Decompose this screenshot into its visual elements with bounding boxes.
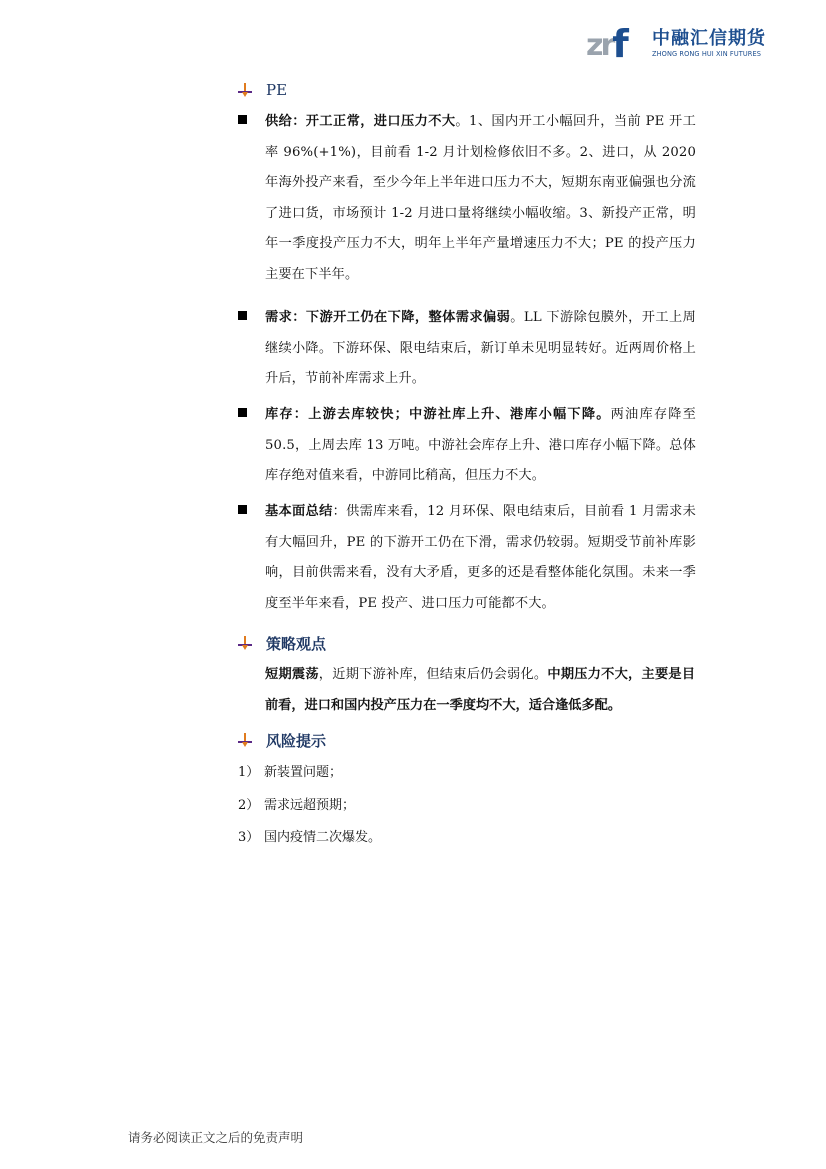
- footer-disclaimer: 请务必阅读正文之后的免责声明: [128, 1130, 304, 1145]
- risk-item: 1） 新装置问题；: [238, 765, 343, 780]
- section-heading-risk: [238, 729, 326, 751]
- company-logo: [586, 18, 776, 66]
- risk-item: 3） 国内疫情二次爆发。: [238, 830, 382, 845]
- arrow-bullet-icon: [238, 83, 252, 97]
- bullet-supply: [238, 107, 696, 290]
- section-title: PE: [266, 81, 288, 99]
- logo-english-name: ZHONG RONG HUI XIN FUTURES: [652, 50, 762, 58]
- arrow-bullet-icon: [238, 733, 252, 747]
- logo-mark: zrf: [586, 22, 629, 66]
- bullet-paragraph: 库存：上游去库较快；中游社库上升、港库小幅下降。两油库存降至 50.5，上周去库 13 万吨。中游社会库存上升、港口库存小幅下降。总体库存绝对值来看，中游同比稍高，但压力不大。: [265, 407, 696, 483]
- square-bullet-icon: [238, 408, 247, 417]
- section-title: 风险提示: [266, 731, 327, 750]
- square-bullet-icon: [238, 115, 247, 124]
- arrow-bullet-icon: [238, 636, 252, 650]
- section-title: 策略观点: [266, 634, 327, 653]
- logo-chinese-name: 中融汇信期货: [652, 28, 766, 49]
- bullet-demand: [238, 303, 696, 395]
- bullet-inventory: [238, 400, 696, 492]
- bullet-paragraph: 基本面总结：供需库来看，12 月环保、限电结束后，目前看 1 月需求未有大幅回升，PE 的下游开工仍在下滑，需求仍较弱。短期受节前补库影响，目前供需来看，没有大矛盾，更多的还是看整体能化氛围。未来一季度至半年来看，PE 投产、进口压力可能都不大。: [265, 504, 697, 611]
- square-bullet-icon: [238, 311, 247, 320]
- section-heading-pe: [238, 79, 287, 101]
- risk-item: 2） 需求远超预期；: [238, 798, 356, 813]
- square-bullet-icon: [238, 505, 247, 514]
- bullet-paragraph: 需求：下游开工仍在下降，整体需求偏弱。LL 下游除包膜外，开工上周继续小降。下游环保、限电结束后，新订单未见明显转好。近两周价格上升后，节前补库需求上升。: [265, 310, 696, 386]
- strategy-paragraph: 短期震荡，近期下游补库，但结束后仍会弱化。中期压力不大，主要是目前看，进口和国内投产压力在一季度均不大，适合逢低多配。: [265, 667, 696, 713]
- section-heading-strategy: [238, 632, 326, 654]
- bullet-fundamentals-summary: [238, 497, 696, 619]
- bullet-paragraph: 供给：开工正常，进口压力不大。1、国内开工小幅回升，当前 PE 开工率 96%(+1%)，目前看 1-2 月计划检修依旧不多。2、进口，从 2020 年海外投产来看，至少今年上半年进口压力不大，短期东南亚偏强也分流了进口货，市场预计 1-2 月进口量将继续小幅收缩。3、新投产正常，明年一季度投产压力不大，明年上半年产量增速压力不大；PE 的投产压力主要在下半年。: [265, 114, 696, 282]
